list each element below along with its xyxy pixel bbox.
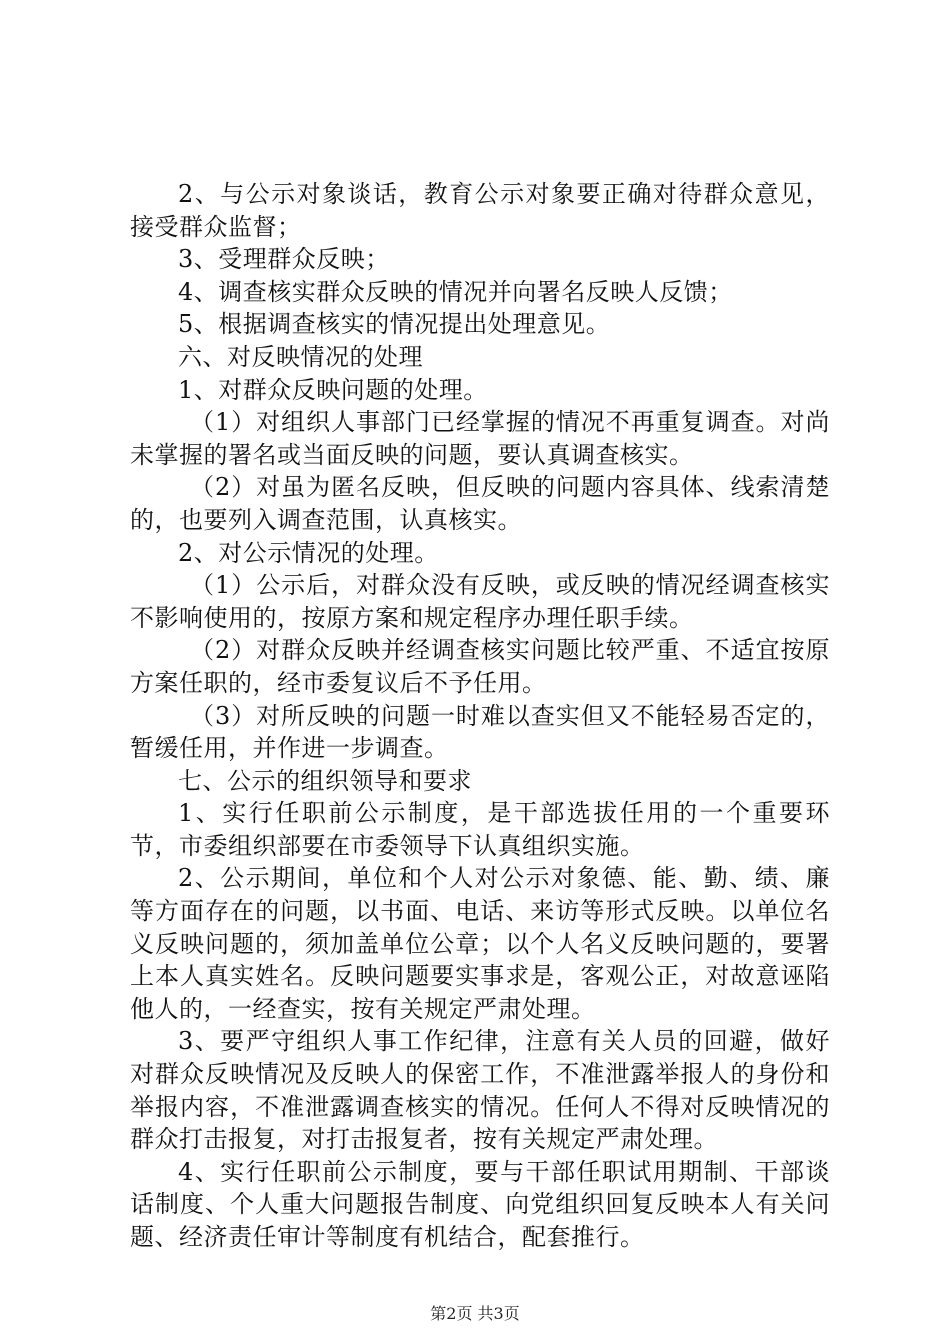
paragraph: 3、受理群众反映； bbox=[178, 245, 390, 274]
paragraph: （2）对虽为匿名反映，但反映的问题内容具体、线索清楚的，也要列入调查范围，认真核实。 bbox=[130, 473, 830, 534]
paragraph: 2、公示期间，单位和个人对公示对象德、能、勤、绩、廉等方面存在的问题，以书面、电话、来访等形式反映。以单位名义反映问题的，须加盖单位公章；以个人名义反映问题的，要署上本人真实姓名。反映问题要实事求是，客观公正，对故意诬陷他人的，一经查实，按有关规定严肃处理。 bbox=[130, 864, 830, 1023]
paragraph: 1、实行任职前公示制度，是干部选拔任用的一个重要环节，市委组织部要在市委领导下认真组织实施。 bbox=[130, 799, 830, 860]
paragraph: 4、实行任职前公示制度，要与干部任职试用期制、干部谈话制度、个人重大问题报告制度、向党组织回复反映本人有关问题、经济责任审计等制度有机结合，配套推行。 bbox=[130, 1157, 830, 1251]
page-number-footer: 第2页 共3页 bbox=[430, 1304, 520, 1323]
paragraph: （1）对组织人事部门已经掌握的情况不再重复调查。对尚未掌握的署名或当面反映的问题，要认真调查核实。 bbox=[130, 408, 830, 469]
document-body bbox=[130, 178, 830, 1254]
paragraph: 5、根据调查核实的情况提出处理意见。 bbox=[178, 310, 611, 339]
paragraph: 2、与公示对象谈话，教育公示对象要正确对待群众意见，接受群众监督； bbox=[130, 180, 830, 241]
paragraph: 2、对公示情况的处理。 bbox=[178, 538, 439, 567]
paragraph: 4、调查核实群众反映的情况并向署名反映人反馈； bbox=[178, 277, 733, 306]
section-heading: 六、对反映情况的处理 bbox=[178, 342, 423, 371]
paragraph: 1、对群众反映问题的处理。 bbox=[178, 375, 488, 404]
section-heading: 七、公示的组织领导和要求 bbox=[178, 766, 472, 795]
paragraph: （2）对群众反映并经调查核实问题比较严重、不适宜按原方案任职的，经市委复议后不予任用。 bbox=[130, 636, 830, 697]
paragraph: （1）公示后，对群众没有反映，或反映的情况经调查核实不影响使用的，按原方案和规定程序办理任职手续。 bbox=[130, 571, 830, 632]
paragraph: （3）对所反映的问题一时难以查实但又不能轻易否定的，暂缓任用，并作进一步调查。 bbox=[130, 701, 830, 763]
paragraph: 3、要严守组织人事工作纪律，注意有关人员的回避，做好对群众反映情况及反映人的保密工作，不准泄露举报人的身份和举报内容，不准泄露调查核实的情况。任何人不得对反映情况的群众打击报复，对打击报复者，按有关规定严肃处理。 bbox=[130, 1027, 830, 1154]
